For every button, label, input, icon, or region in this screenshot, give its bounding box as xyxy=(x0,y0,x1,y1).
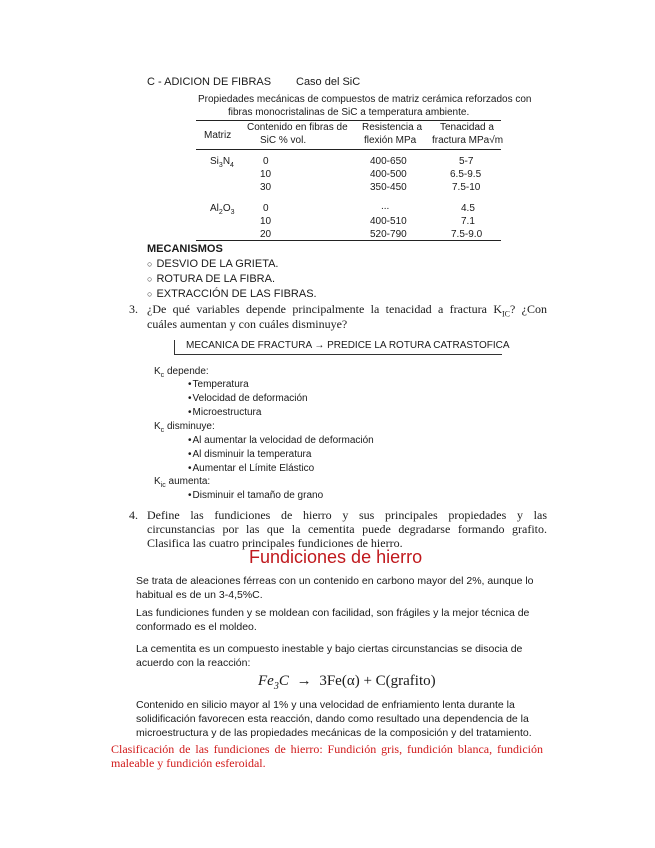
cell-contenido: 20 xyxy=(260,229,272,240)
cell-tenacidad: 6.5-9.5 xyxy=(450,169,482,180)
table-top-rule xyxy=(196,120,501,121)
cell-resistencia: 520-790 xyxy=(370,229,407,240)
cell-resistencia: 400-510 xyxy=(370,216,407,227)
paragraph-4-line3: microestructura y de las propiedades mecánicas de la composición y del tratamiento. xyxy=(136,727,532,738)
kc-depende-label: $K_c$ depende: xyxy=(154,366,209,379)
cell-tenacidad: 4.5 xyxy=(461,203,475,214)
paragraph-3-line2: acuerdo con la reacción: xyxy=(136,657,251,669)
header-tenacidad-1: Tenacidad a xyxy=(440,122,494,133)
disminuye-item: • Al disminuir la temperatura xyxy=(188,449,311,460)
header-contenido-2: SiC % vol. xyxy=(260,135,307,146)
table-header-rule xyxy=(196,149,501,150)
paragraph-1-line1: Se trata de aleaciones férreas con un contenido en carbono mayor del 2%, aunque lo xyxy=(136,575,534,587)
aumenta-item: • Disminuir el tamaño de grano xyxy=(188,490,323,501)
header-matriz: Matriz xyxy=(204,130,232,141)
mecanismo-item: ○ DESVIO DE LA GRIETA. xyxy=(147,258,279,270)
cell-matriz: $Si_3N_4$ xyxy=(210,156,234,169)
cell-tenacidad: 7.1 xyxy=(461,216,475,227)
q4-number: 4. xyxy=(129,508,138,522)
cell-tenacidad: 5-7 xyxy=(459,156,474,167)
paragraph-3-line1: La cementita es un compuesto inestable y bajo ciertas circunstancias se disocia de xyxy=(136,643,523,655)
paragraph-4-line1: Contenido en silicio mayor al 1% y una velocidad de enfriamiento lenta durante la xyxy=(136,699,515,711)
depende-item: • Microestructura xyxy=(188,407,261,418)
cell-matriz: $Al_2O_3$ xyxy=(210,203,235,216)
cell-resistencia: 400-650 xyxy=(370,156,407,167)
cell-resistencia: ... xyxy=(381,201,390,212)
kic-aumenta-label: $K_{ic}$ aumenta: xyxy=(154,476,211,489)
fracture-mechanics-text: MECANICA DE FRACTURA → PREDICE LA ROTURA CATRASTOFICA xyxy=(186,340,510,351)
q3-question-line2: cuáles aumentan y con cuáles disminuye? xyxy=(147,317,348,331)
cell-contenido: 10 xyxy=(260,169,272,180)
q3-question-line1: ¿De qué variables depende principalmente la tenacidad a fractura $K_{IC}$? ¿Con xyxy=(147,302,547,319)
q3-number: 3. xyxy=(129,302,138,316)
header-tenacidad-2: fractura MPa√m xyxy=(432,135,504,146)
cell-tenacidad: 7.5-10 xyxy=(452,182,481,193)
cell-resistencia: 400-500 xyxy=(370,169,407,180)
q4-question-line2: circunstancias por las que la cementita puede degradarse formando grafito. xyxy=(147,522,547,536)
mecanismos-title: MECANISMOS xyxy=(147,243,223,255)
depende-item: • Velocidad de deformación xyxy=(188,393,308,404)
classification-line2: maleable y fundición esferoidal. xyxy=(111,756,266,770)
cell-contenido: 0 xyxy=(263,203,269,214)
paragraph-2-line2: conformado es el moldeo. xyxy=(136,621,257,633)
section-title: C - ADICION DE FIBRAS xyxy=(147,76,272,88)
kc-disminuye-label: $K_c$ disminuye: xyxy=(154,421,215,434)
cell-contenido: 10 xyxy=(260,216,272,227)
mecanismo-item: ○ EXTRACCIÓN DE LAS FIBRAS. xyxy=(147,288,317,300)
paragraph-4-line2: solidificación favorecen esta reacción, dando como resultado una dependencia de la xyxy=(136,713,529,725)
cell-contenido: 0 xyxy=(263,156,269,167)
cell-tenacidad: 7.5-9.0 xyxy=(451,229,483,240)
paragraph-2-line1: Las fundiciones funden y se moldean con facilidad, son frágiles y la mejor técnica de xyxy=(136,607,530,619)
table-caption-line2: fibras monocristalinas de SiC a temperatura ambiente. xyxy=(228,107,470,118)
header-resistencia-2: flexión MPa xyxy=(364,135,417,146)
cell-contenido: 30 xyxy=(260,182,272,193)
disminuye-item: • Aumentar el Límite Elástico xyxy=(188,463,314,474)
q4-question-line3: Clasifica las cuatro principales fundiciones de hierro. xyxy=(147,536,403,550)
cell-resistencia: 350-450 xyxy=(370,182,407,193)
disminuye-item: • Al aumentar la velocidad de deformación xyxy=(188,435,374,446)
table-caption-line1: Propiedades mecánicas de compuestos de matriz cerámica reforzados con xyxy=(198,94,532,105)
classification-line1: Clasificación de las fundiciones de hierro: Fundición gris, fundición blanca, fundición xyxy=(111,742,543,756)
reaction-equation: $Fe_3C \to 3Fe(\alpha)$ + C(grafito) xyxy=(258,673,436,692)
table-bottom-rule xyxy=(196,240,501,241)
header-contenido-1: Contenido en fibras de xyxy=(247,122,348,133)
depende-item: • Temperatura xyxy=(188,379,249,390)
q4-question-line1: Define las fundiciones de hierro y sus principales propiedades y las xyxy=(147,508,547,522)
section-subtitle: Caso del SiC xyxy=(296,76,361,88)
fundiciones-title: Fundiciones de hierro xyxy=(249,547,423,567)
mecanismo-item: ○ ROTURA DE LA FIBRA. xyxy=(147,273,275,285)
header-resistencia-1: Resistencia a xyxy=(362,122,423,133)
paragraph-1-line2: habitual es de un 3-4,5%C. xyxy=(136,589,263,601)
